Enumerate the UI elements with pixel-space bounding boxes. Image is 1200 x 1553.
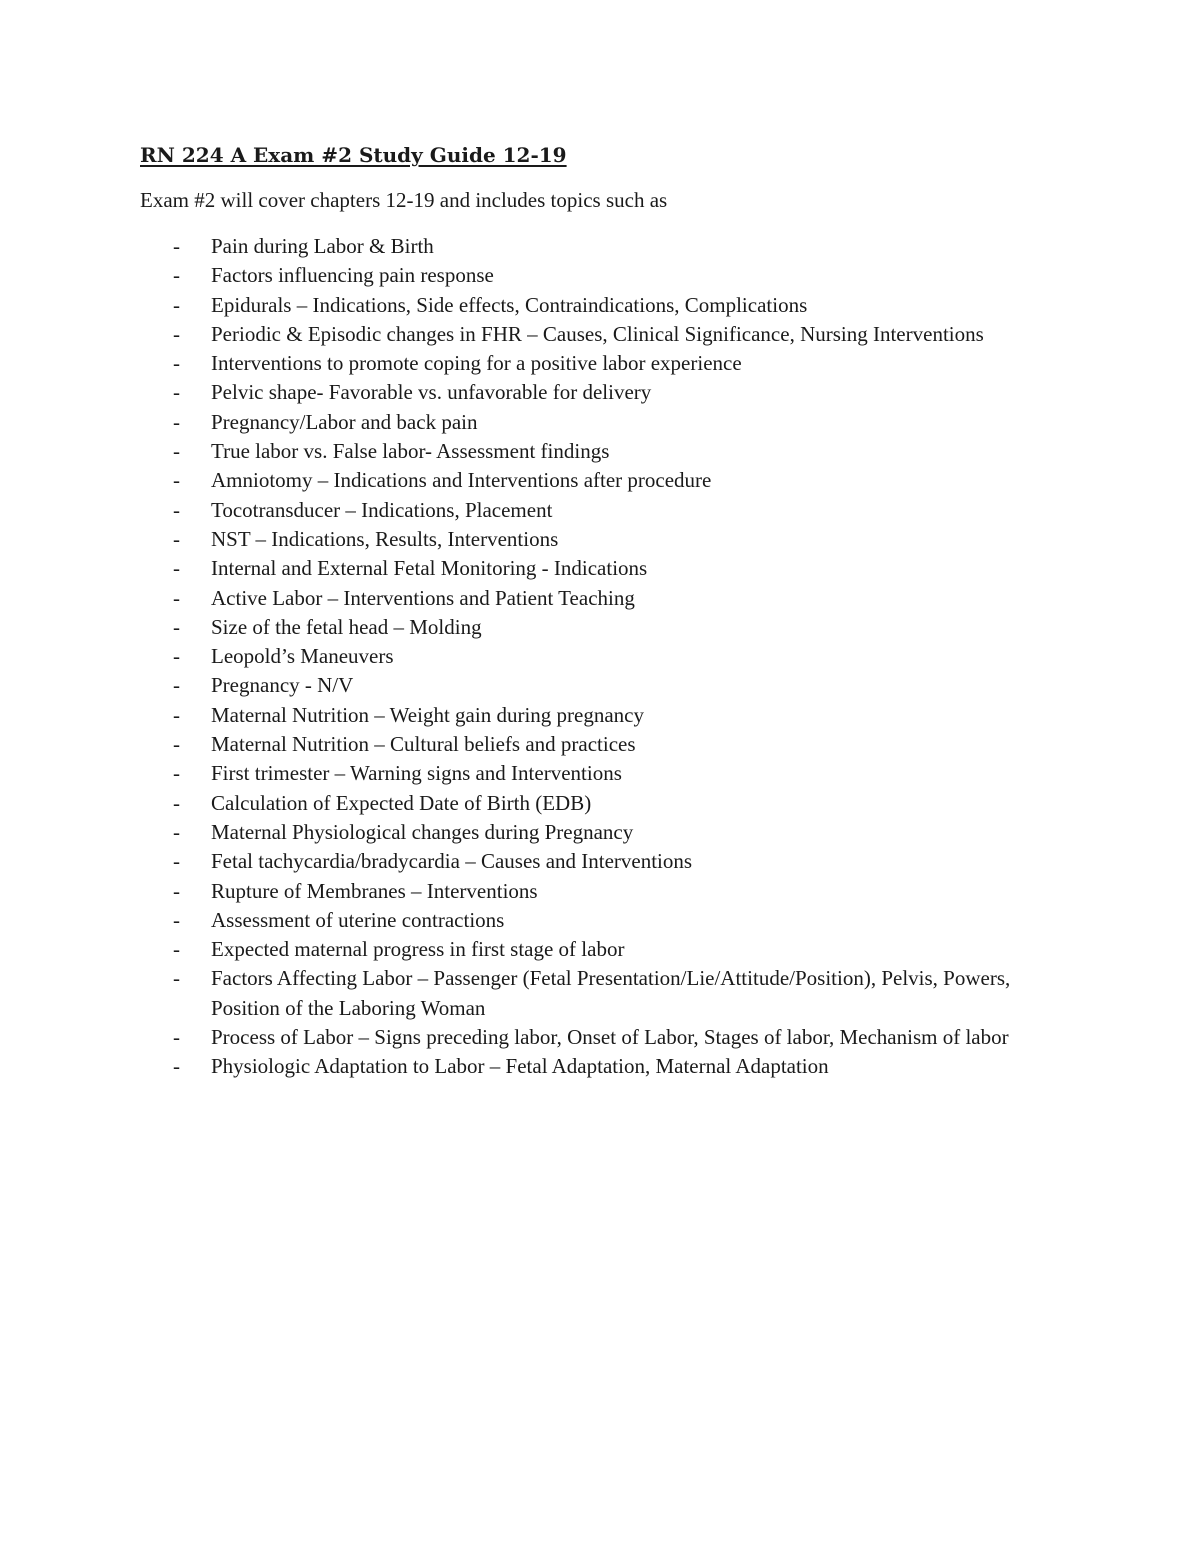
topic-text: First trimester – Warning signs and Interventions <box>211 761 622 786</box>
topic-item <box>173 671 1063 700</box>
topic-text: Factors Affecting Labor – Passenger (Fetal Presentation/Lie/Attitude/Position), Pelvis, Powers, Position of the Laboring Woman <box>211 966 1011 1020</box>
topic-item <box>173 964 1063 1023</box>
topic-item <box>173 730 1063 759</box>
topic-text: Physiologic Adaptation to Labor – Fetal Adaptation, Maternal Adaptation <box>211 1054 829 1079</box>
bullet-dash: - <box>173 878 180 903</box>
bullet-dash: - <box>173 468 180 493</box>
bullet-dash: - <box>173 849 180 874</box>
topic-item <box>173 584 1063 613</box>
topic-text: Pregnancy - N/V <box>211 673 354 698</box>
topic-item <box>173 701 1063 730</box>
topic-list <box>173 232 1063 1082</box>
topic-item <box>173 525 1063 554</box>
bullet-dash: - <box>173 321 180 346</box>
bullet-dash: - <box>173 761 180 786</box>
topic-item <box>173 906 1063 935</box>
topic-text: Assessment of uterine contractions <box>211 907 505 932</box>
topic-item <box>173 466 1063 495</box>
topic-item <box>173 320 1063 349</box>
bullet-dash: - <box>173 732 180 757</box>
bullet-dash: - <box>173 526 180 551</box>
topic-item <box>173 1023 1063 1052</box>
topic-text: True labor vs. False labor- Assessment findings <box>211 439 610 464</box>
bullet-dash: - <box>173 1025 180 1050</box>
bullet-dash: - <box>173 644 180 669</box>
bullet-dash: - <box>173 439 180 464</box>
bullet-dash: - <box>173 673 180 698</box>
topic-item <box>173 408 1063 437</box>
intro-text: Exam #2 will cover chapters 12-19 and includes topics such as <box>140 188 668 212</box>
topic-item <box>173 437 1063 466</box>
topic-item <box>173 1052 1063 1081</box>
bullet-dash: - <box>173 790 180 815</box>
bullet-dash: - <box>173 1054 180 1079</box>
topic-text: Leopold’s Maneuvers <box>211 644 394 669</box>
topic-text: Size of the fetal head – Molding <box>211 614 482 639</box>
bullet-dash: - <box>173 380 180 405</box>
topic-item <box>173 789 1063 818</box>
bullet-dash: - <box>173 937 180 962</box>
topic-text: Pain during Labor & Birth <box>211 234 434 258</box>
topic-text: Amniotomy – Indications and Interventions after procedure <box>211 468 712 493</box>
bullet-dash: - <box>173 556 180 581</box>
bullet-dash: - <box>173 409 180 434</box>
topic-text: Fetal tachycardia/bradycardia – Causes and Interventions <box>211 849 693 874</box>
bullet-dash: - <box>173 614 180 639</box>
topic-text: Expected maternal progress in first stage of labor <box>211 937 625 962</box>
topic-text: Process of Labor – Signs preceding labor, Onset of Labor, Stages of labor, Mechanism of labor <box>211 1025 1009 1050</box>
topic-item <box>173 818 1063 847</box>
topic-text: Internal and External Fetal Monitoring - Indications <box>211 556 648 581</box>
topic-item <box>173 349 1063 378</box>
bullet-dash: - <box>173 585 180 610</box>
topic-item <box>173 378 1063 407</box>
topic-text: Pregnancy/Labor and back pain <box>211 409 478 434</box>
bullet-dash: - <box>173 702 180 727</box>
topic-text: Factors influencing pain response <box>211 263 494 288</box>
topic-text: Tocotransducer – Indications, Placement <box>211 497 553 522</box>
topic-item <box>173 613 1063 642</box>
topic-text: Active Labor – Interventions and Patient Teaching <box>211 585 635 610</box>
bullet-dash: - <box>173 819 180 844</box>
topic-text: Epidurals – Indications, Side effects, Contraindications, Complications <box>211 292 808 317</box>
topic-text: Calculation of Expected Date of Birth (EDB) <box>211 790 592 815</box>
topic-item <box>173 291 1063 320</box>
topic-text: Maternal Nutrition – Weight gain during pregnancy <box>211 702 644 727</box>
bullet-dash: - <box>173 292 180 317</box>
bullet-dash: - <box>173 263 180 288</box>
bullet-dash: - <box>173 966 180 991</box>
topic-text: Interventions to promote coping for a positive labor experience <box>211 351 742 376</box>
topic-item <box>173 642 1063 671</box>
topic-item <box>173 847 1063 876</box>
topic-item <box>173 261 1063 290</box>
topic-text: Pelvic shape- Favorable vs. unfavorable for delivery <box>211 380 652 405</box>
topic-text: Maternal Nutrition – Cultural beliefs and practices <box>211 732 636 757</box>
bullet-dash: - <box>173 351 180 376</box>
topic-text: Periodic & Episodic changes in FHR – Causes, Clinical Significance, Nursing Interventions <box>211 321 984 346</box>
bullet-dash: - <box>173 234 180 258</box>
topic-text: Maternal Physiological changes during Pregnancy <box>211 819 634 844</box>
bullet-dash: - <box>173 907 180 932</box>
topic-item <box>173 759 1063 788</box>
topic-item <box>173 496 1063 525</box>
topic-item <box>173 232 1063 261</box>
topic-text: NST – Indications, Results, Interventions <box>211 526 559 551</box>
topic-item <box>173 935 1063 964</box>
document-title: RN 224 A Exam #2 Study Guide 12-19 <box>140 143 567 167</box>
topic-item <box>173 877 1063 906</box>
topic-text: Rupture of Membranes – Interventions <box>211 878 538 903</box>
topic-item <box>173 554 1063 583</box>
bullet-dash: - <box>173 497 180 522</box>
